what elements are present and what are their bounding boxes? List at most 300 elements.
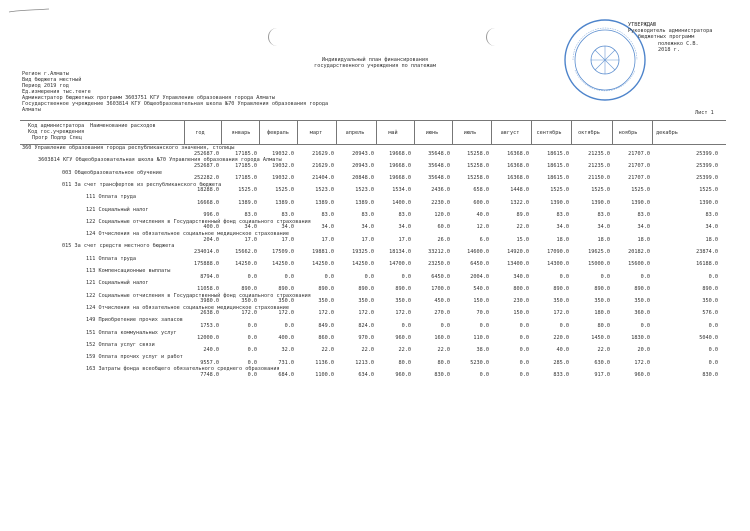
row-value: 0.0 (284, 273, 294, 280)
row-value: 110.0 (473, 335, 489, 341)
row-value: 14250.0 (272, 261, 294, 268)
header-institution-code: Код гос.учреждения (28, 129, 85, 135)
row-value: 996.0 (203, 212, 219, 218)
row-label: 159 Оплата прочих услуг и работ (86, 354, 183, 361)
header-column-separator (612, 121, 613, 144)
row-label: 122 Социальные отчисления в Государственный фонд социального страхования (86, 292, 311, 299)
row-value: 16368.0 (507, 162, 529, 169)
row-value: 34.0 (556, 224, 569, 231)
row-value: 17.0 (398, 236, 411, 243)
row-value: 20.0 (637, 347, 650, 354)
row-value: 8794.0 (200, 273, 219, 280)
row-value: 18.0 (637, 236, 650, 243)
row-value: 34.0 (281, 224, 294, 231)
row-value: 34.0 (398, 224, 411, 231)
row-value: 20943.0 (352, 162, 374, 169)
month-header: январь (231, 130, 251, 136)
row-value: 0.0 (519, 359, 529, 366)
row-value: 172.0 (634, 359, 650, 366)
row-value: 21235.0 (588, 162, 610, 169)
row-value: 0.0 (479, 371, 489, 378)
row-value: 21707.0 (628, 150, 650, 157)
row-label: 122 Социальные отчисления в Государственный фонд социального страхования (86, 218, 311, 225)
row-value: 22.0 (321, 347, 334, 354)
row-value: 1390.0 (550, 199, 569, 206)
row-value: 17185.0 (235, 150, 257, 157)
row-value: 830.0 (702, 371, 718, 378)
row-value: 0.0 (519, 347, 529, 354)
row-label: 163 Затраты фонда всеобщего обязательного среднего образования (86, 366, 280, 373)
month-header: октябрь (578, 130, 600, 136)
row-value: 19032.0 (272, 175, 294, 182)
row-value: 21150.0 (588, 175, 610, 182)
row-value: 6450.0 (431, 273, 450, 280)
row-value: 360.0 (634, 310, 650, 317)
row-value: 0.0 (600, 273, 610, 280)
row-value: 0.0 (708, 347, 718, 354)
row-value: 860.0 (318, 335, 334, 341)
row-value: 9557.0 (200, 359, 219, 366)
row-value: 350.0 (241, 298, 257, 305)
month-header: август (500, 130, 520, 136)
row-value: 1389.0 (315, 199, 334, 206)
row-value: 12000.0 (197, 335, 219, 341)
row-value: 0.0 (247, 359, 257, 366)
row-value: 80.0 (597, 322, 610, 329)
row-value: 16368.0 (507, 150, 529, 157)
row-value: 350.0 (553, 298, 569, 305)
row-value: 33212.0 (428, 248, 450, 255)
month-header: июнь (425, 130, 439, 136)
row-value: 20848.0 (352, 175, 374, 182)
row-value: 21629.0 (312, 162, 334, 169)
row-value: 21629.0 (312, 150, 334, 157)
row-value: 3980.0 (200, 298, 219, 305)
row-value: 833.0 (553, 371, 569, 378)
row-value: 252687.0 (194, 150, 219, 157)
row-value: 0.0 (284, 322, 294, 329)
row-value: 15258.0 (467, 150, 489, 157)
row-value: 0.0 (364, 273, 374, 280)
row-value: 18.0 (556, 236, 569, 243)
row-value: 890.0 (594, 285, 610, 292)
row-value: 0.0 (519, 335, 529, 341)
row-value: 15600.0 (628, 261, 650, 268)
row-value: 2436.0 (431, 187, 450, 194)
row-value: 350.0 (318, 298, 334, 305)
row-value: 180.0 (594, 310, 610, 317)
approval-line2: бюджетных программ (638, 34, 695, 40)
row-value: 0.0 (708, 322, 718, 329)
month-header: апрель (345, 130, 365, 136)
row-value: 14600.0 (467, 248, 489, 255)
row-value: 1389.0 (355, 199, 374, 206)
row-value: 340.0 (513, 273, 529, 280)
row-value: 684.0 (278, 371, 294, 378)
header-column-separator (571, 121, 572, 144)
row-value: 34.0 (637, 224, 650, 231)
row-label: 3603814 КГУ Общеобразовательная школа №70 Управления образования города Алматы (38, 157, 282, 164)
row-value: 15258.0 (467, 162, 489, 169)
row-value: 172.0 (553, 310, 569, 317)
row-value: 20182.0 (628, 248, 650, 255)
row-value: 270.0 (434, 310, 450, 317)
approval-line3: полежнко С.В. (658, 41, 699, 47)
header-admin-code: Код администратора (28, 123, 85, 129)
row-value: 1525.0 (631, 187, 650, 194)
row-label: 003 Общеобразовательное обучение (62, 169, 162, 176)
row-value: 32.0 (281, 347, 294, 354)
row-value: 150.0 (473, 298, 489, 305)
row-value: 35648.0 (428, 150, 450, 157)
punch-mark-right (486, 28, 497, 46)
row-value: 1700.0 (431, 285, 450, 292)
row-value: 34.0 (244, 224, 257, 231)
row-value: 1830.0 (631, 335, 650, 341)
row-value: 2004.0 (470, 273, 489, 280)
row-value: 19625.0 (588, 248, 610, 255)
row-value: 731.0 (278, 359, 294, 366)
month-header: декабрь (656, 130, 678, 136)
row-value: 350.0 (702, 298, 718, 305)
row-value: 150.0 (513, 310, 529, 317)
row-value: 12.0 (476, 224, 489, 231)
row-value: 0.0 (247, 335, 257, 341)
row-value: 80.0 (437, 359, 450, 366)
row-value: 1525.0 (591, 187, 610, 194)
row-value: 25399.0 (696, 150, 718, 157)
month-header: май (388, 130, 398, 136)
row-value: 18615.0 (547, 175, 569, 182)
row-value: 17185.0 (235, 175, 257, 182)
row-value: 5230.0 (470, 359, 489, 366)
row-value: 35648.0 (428, 162, 450, 169)
row-value: 960.0 (634, 371, 650, 378)
row-value: 350.0 (395, 298, 411, 305)
row-value: 0.0 (559, 322, 569, 329)
row-value: 89.0 (516, 212, 529, 218)
row-value: 23250.0 (428, 261, 450, 268)
row-value: 576.0 (702, 310, 718, 317)
row-value: 0.0 (519, 322, 529, 329)
row-value: 19668.0 (389, 162, 411, 169)
row-value: 0.0 (559, 273, 569, 280)
row-value: 400.0 (278, 335, 294, 341)
row-value: 890.0 (278, 285, 294, 292)
row-label: 015 За счет средств местного бюджета (62, 243, 175, 250)
row-value: 890.0 (318, 285, 334, 292)
row-value: 2638.0 (200, 310, 219, 317)
row-value: 83.0 (244, 212, 257, 218)
row-value: 890.0 (702, 285, 718, 292)
row-value: 1213.0 (355, 359, 374, 366)
row-value: 450.0 (434, 298, 450, 305)
meta-administrator: Администратор бюджетных программ 3603751 КГУ Управление образования города Алматы (22, 95, 275, 101)
row-value: 18134.0 (389, 248, 411, 255)
meta-region: Регион г.Алматы (22, 71, 69, 77)
row-value: 35648.0 (428, 175, 450, 182)
row-value: 6450.0 (470, 261, 489, 268)
row-value: 1753.0 (200, 322, 219, 329)
row-value: 234014.0 (194, 248, 219, 255)
row-value: 19881.0 (312, 248, 334, 255)
header-column-separator (652, 121, 653, 144)
row-value: 34.0 (597, 224, 610, 231)
row-value: 15.0 (516, 236, 529, 243)
row-value: 83.0 (637, 212, 650, 218)
row-value: 1390.0 (631, 199, 650, 206)
row-label: 113 Компенсационные выплаты (86, 268, 171, 274)
row-value: 960.0 (395, 335, 411, 341)
row-value: 83.0 (321, 212, 334, 218)
row-value: 172.0 (278, 310, 294, 317)
row-value: 400.0 (203, 224, 219, 231)
row-value: 240.0 (203, 347, 219, 354)
row-value: 1534.0 (392, 187, 411, 194)
row-value: 21707.0 (628, 162, 650, 169)
row-value: 25399.0 (696, 162, 718, 169)
row-value: 14250.0 (312, 261, 334, 268)
row-value: 1136.0 (315, 359, 334, 366)
row-value: 7748.0 (200, 371, 219, 378)
row-value: 20943.0 (352, 150, 374, 157)
row-value: 0.0 (708, 359, 718, 366)
approval-title: УТВЕРЖДАЮ (628, 22, 657, 28)
row-value: 204.0 (203, 236, 219, 243)
row-value: 0.0 (708, 273, 718, 280)
header-program-codes: Прогр Подпр Спец (32, 135, 82, 141)
row-value: 1389.0 (238, 199, 257, 206)
header-column-separator (259, 121, 260, 144)
row-value: 19032.0 (272, 162, 294, 169)
header-expense-name: Наименование расходов (90, 123, 156, 129)
row-value: 17.0 (281, 236, 294, 243)
row-value: 14250.0 (235, 261, 257, 268)
row-value: 1450.0 (591, 335, 610, 341)
month-header: февраль (267, 130, 289, 136)
row-value: 19668.0 (389, 175, 411, 182)
header-column-separator (184, 121, 185, 144)
doc-subtitle: государственного учреждения по платежам (314, 63, 436, 69)
row-value: 14700.0 (389, 261, 411, 268)
approval-line1: Руководитель администратора (628, 28, 713, 34)
row-value: 824.0 (358, 322, 374, 329)
row-value: 890.0 (634, 285, 650, 292)
row-value: 83.0 (556, 212, 569, 218)
row-value: 0.0 (440, 322, 450, 329)
row-value: 17.0 (361, 236, 374, 243)
row-label: 149 Приобретение прочих запасов (86, 317, 183, 324)
row-value: 83.0 (398, 212, 411, 218)
meta-institution: Государственное учреждение 3603814 КГУ Общеобразовательная школа №70 Управления образования города (22, 101, 329, 107)
punch-mark-left (268, 28, 279, 46)
row-label: 011 За счет трансфертов из республиканского бюджета (62, 181, 222, 188)
row-value: 70.0 (476, 310, 489, 317)
row-value: 917.0 (594, 371, 610, 378)
row-value: 800.0 (513, 285, 529, 292)
row-value: 14920.0 (507, 248, 529, 255)
row-value: 23874.0 (696, 248, 718, 255)
row-value: 15258.0 (467, 175, 489, 182)
row-value: 34.0 (705, 224, 718, 231)
row-value: 0.0 (640, 322, 650, 329)
row-value: 18288.0 (197, 187, 219, 194)
row-value: 1523.0 (315, 187, 334, 194)
row-value: 60.0 (437, 224, 450, 231)
row-label: 151 Оплата коммунальных услуг (86, 329, 177, 336)
row-value: 172.0 (358, 310, 374, 317)
row-value: 175888.0 (194, 261, 219, 268)
row-value: 16368.0 (507, 175, 529, 182)
row-value: 16188.0 (696, 261, 718, 268)
meta-budget-type: Вид бюджета местный (22, 77, 82, 83)
row-value: 350.0 (594, 298, 610, 305)
row-value: 1390.0 (699, 199, 718, 206)
row-value: 83.0 (361, 212, 374, 218)
row-value: 80.0 (398, 359, 411, 366)
meta-period: Период 2019 год (22, 83, 69, 89)
row-value: 17090.0 (547, 248, 569, 255)
row-value: 230.0 (513, 298, 529, 305)
row-value: 160.0 (434, 335, 450, 341)
row-value: 172.0 (395, 310, 411, 317)
row-value: 890.0 (358, 285, 374, 292)
row-value: 1525.0 (699, 187, 718, 194)
row-value: 22.0 (597, 347, 610, 354)
header-column-separator (491, 121, 492, 144)
row-label: 111 Оплата труда (86, 255, 136, 262)
meta-city: Алматы (22, 107, 41, 113)
row-value: 22.0 (398, 347, 411, 354)
row-value: 19032.0 (272, 150, 294, 157)
row-value: 350.0 (358, 298, 374, 305)
row-value: 970.0 (358, 335, 374, 341)
row-value: 1400.0 (392, 199, 411, 206)
header-column-separator (376, 121, 377, 144)
row-value: 14250.0 (352, 261, 374, 268)
row-value: 0.0 (247, 273, 257, 280)
row-value: 1322.0 (510, 199, 529, 206)
row-value: 252687.0 (194, 162, 219, 169)
row-value: 11058.0 (197, 285, 219, 292)
row-value: 1100.0 (315, 371, 334, 378)
row-value: 40.0 (556, 347, 569, 354)
row-value: 17.0 (244, 236, 257, 243)
row-value: 18615.0 (547, 150, 569, 157)
row-value: 890.0 (395, 285, 411, 292)
row-value: 1389.0 (275, 199, 294, 206)
month-header: ноябрь (618, 130, 638, 136)
header-column-separator (336, 121, 337, 144)
pen-mark (8, 8, 50, 14)
meta-unit: Ед.измерения тыс.тенге (22, 89, 91, 95)
row-value: 1390.0 (591, 199, 610, 206)
approval-date: 2018 г. (658, 47, 680, 53)
row-label: 111 Оплата труда (86, 194, 136, 201)
row-value: 0.0 (247, 347, 257, 354)
row-value: 6.0 (479, 236, 489, 243)
row-value: 17509.0 (272, 248, 294, 255)
row-value: 14300.0 (547, 261, 569, 268)
row-value: 22.0 (516, 224, 529, 231)
doc-title: Индивидуальный план финансирования (321, 57, 429, 63)
row-label: 124 Отчисления на обязательное социальное медицинское страхование (86, 304, 290, 311)
row-value: 38.0 (476, 347, 489, 354)
row-value: 252282.0 (194, 175, 219, 182)
row-value: 19325.0 (352, 248, 374, 255)
row-value: 1448.0 (510, 187, 529, 194)
header-column-separator (452, 121, 453, 144)
row-value: 34.0 (321, 224, 334, 231)
row-value: 22.0 (361, 347, 374, 354)
row-label: 121 Социальный налог (86, 206, 149, 213)
month-header: июль (463, 130, 477, 136)
row-value: 83.0 (597, 212, 610, 218)
header-column-separator (297, 121, 298, 144)
row-value: 21707.0 (628, 175, 650, 182)
row-value: 350.0 (634, 298, 650, 305)
row-value: 960.0 (395, 371, 411, 378)
row-value: 630.0 (594, 359, 610, 366)
row-value: 17.0 (321, 236, 334, 243)
row-value: 350.0 (278, 298, 294, 305)
header-column-separator (221, 121, 222, 144)
row-value: 1523.0 (355, 187, 374, 194)
row-value: 26.0 (437, 236, 450, 243)
row-label: 121 Социальный налог (86, 280, 149, 287)
row-value: 0.0 (401, 273, 411, 280)
row-value: 83.0 (705, 212, 718, 218)
row-value: 18.0 (705, 236, 718, 243)
row-value: 890.0 (241, 285, 257, 292)
row-value: 5040.0 (699, 335, 718, 341)
header-top-rule (20, 120, 726, 121)
row-value: 13400.0 (507, 261, 529, 268)
row-value: 18615.0 (547, 162, 569, 169)
month-header: март (309, 130, 323, 136)
row-value: 0.0 (640, 273, 650, 280)
row-value: 21235.0 (588, 150, 610, 157)
row-value: 540.0 (473, 285, 489, 292)
row-value: 83.0 (281, 212, 294, 218)
row-value: 0.0 (519, 371, 529, 378)
row-value: 25399.0 (696, 175, 718, 182)
row-value: 220.0 (553, 335, 569, 341)
row-value: 0.0 (324, 273, 334, 280)
row-value: 2230.0 (431, 199, 450, 206)
row-value: 1525.0 (238, 187, 257, 194)
row-value: 16668.0 (197, 199, 219, 206)
row-value: 0.0 (247, 371, 257, 378)
row-value: 830.0 (434, 371, 450, 378)
row-value: 0.0 (401, 322, 411, 329)
row-value: 285.0 (553, 359, 569, 366)
row-value: 634.0 (358, 371, 374, 378)
row-value: 890.0 (553, 285, 569, 292)
row-value: 34.0 (361, 224, 374, 231)
row-value: 172.0 (318, 310, 334, 317)
row-value: 0.0 (247, 322, 257, 329)
row-label: 124 Отчисления на обязательное социальное медицинское страхование (86, 231, 290, 238)
row-value: 849.0 (318, 322, 334, 329)
row-value: 172.0 (241, 310, 257, 317)
row-value: 15000.0 (588, 261, 610, 268)
header-column-separator (531, 121, 532, 144)
sheet-number: Лист 1 (695, 110, 714, 116)
row-value: 18.0 (597, 236, 610, 243)
month-header: сентябрь (536, 130, 562, 136)
row-value: 22.0 (437, 347, 450, 354)
